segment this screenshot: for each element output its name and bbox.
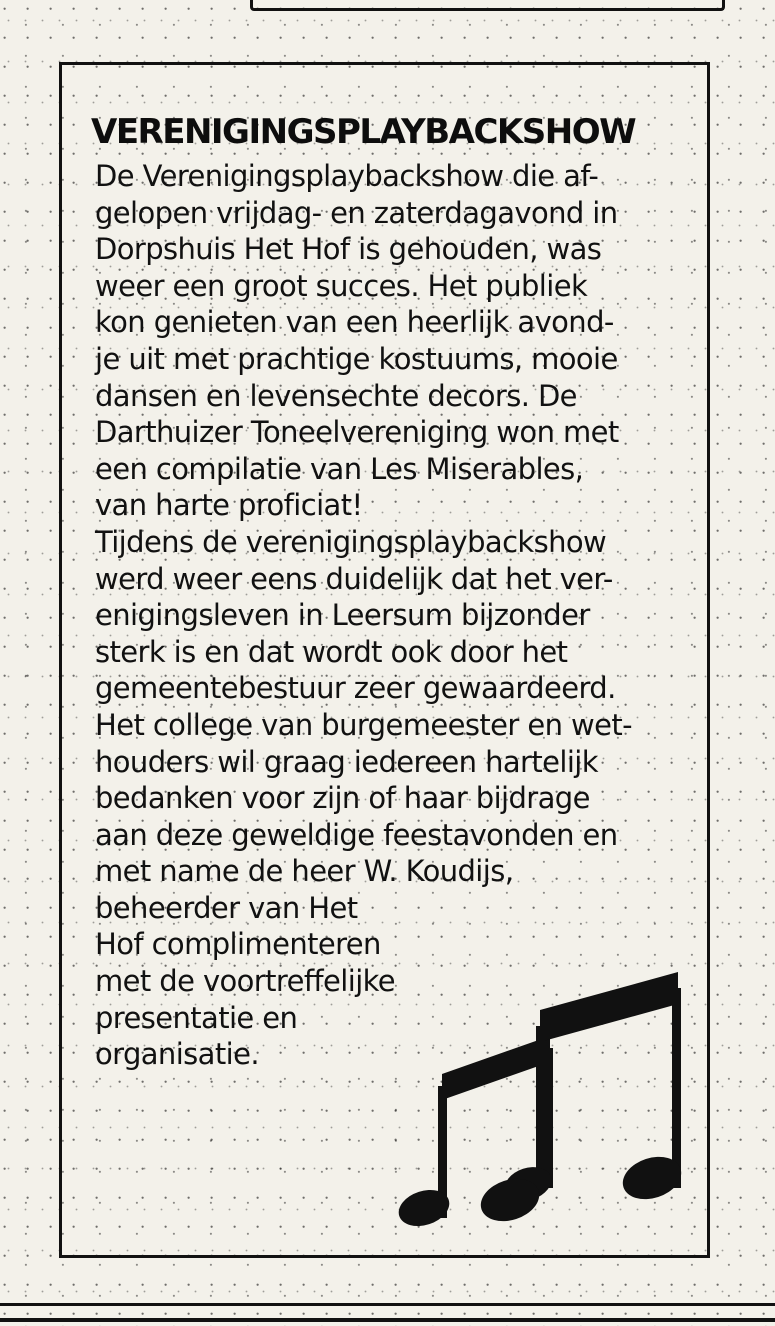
body-line: kon genieten van een heerlijk avond- [95, 305, 614, 340]
body-line: sterk is en dat wordt ook door het [95, 634, 568, 669]
body-line: gelopen vrijdag- en zaterdagavond in [95, 195, 618, 230]
body-line: Darthuizer Toneelvereniging won met [95, 415, 619, 450]
body-line: je uit met prachtige kostuums, mooie [95, 341, 618, 376]
body-line: Hof complimenteren [95, 927, 381, 962]
body-line: Tijdens de verenigingsplaybackshow [95, 524, 607, 559]
body-line: aan deze geweldige feestavonden en [95, 817, 618, 852]
body-line: een compilatie van Les Miserables, [95, 451, 584, 486]
body-line: presentatie en [95, 1000, 298, 1035]
body-line: dansen en levensechte decors. De [95, 378, 577, 413]
body-line: Dorpshuis Het Hof is gehouden, was [95, 232, 602, 267]
bottom-rule [0, 1303, 775, 1322]
body-line: enigingsleven in Leersum bijzonder [95, 598, 590, 633]
body-line: van harte proficiat! [95, 488, 363, 523]
body-line: houders wil graag iedereen hartelijk [95, 744, 598, 779]
body-line: met de voortreffelijke [95, 964, 396, 999]
music-notes-icon [398, 968, 692, 1252]
body-line: beheerder van Het [95, 890, 358, 925]
body-line: werd weer eens duidelijk dat het ver- [95, 561, 613, 596]
body-line: met name de heer W. Koudijs, [95, 854, 514, 889]
body-line: weer een groot succes. Het publiek [95, 268, 588, 303]
body-line: De Verenigingsplaybackshow die af- [95, 159, 599, 193]
body-line: Het college van burgemeester en wet- [95, 707, 632, 742]
body-line: gemeentebestuur zeer gewaardeerd. [95, 671, 616, 706]
article-body [95, 158, 695, 1073]
article-headline: VERENIGINGSPLAYBACKSHOW [91, 112, 636, 152]
body-line: organisatie. [95, 1037, 259, 1072]
body-line: bedanken voor zijn of haar bijdrage [95, 781, 590, 816]
top-rule [250, 0, 725, 11]
